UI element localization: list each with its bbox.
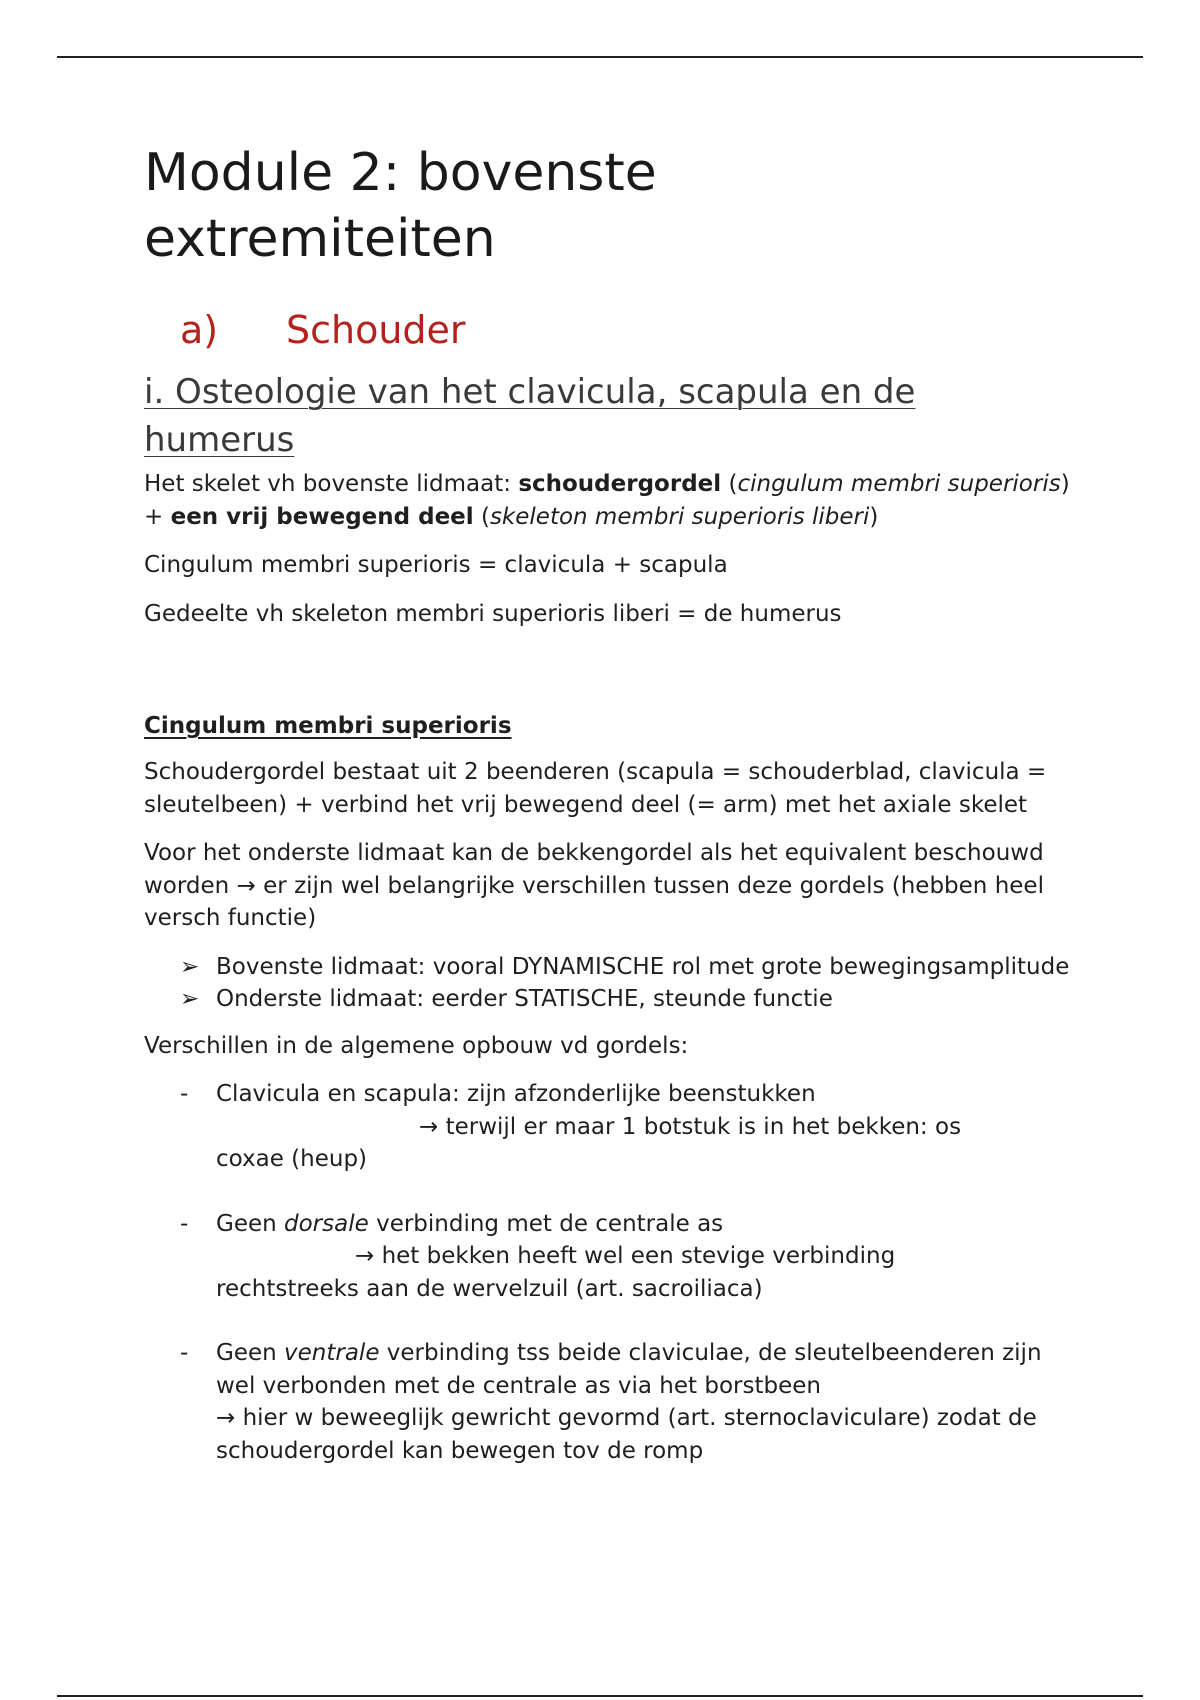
list-item-text: Bovenste lidmaat: vooral DYNAMISCHE rol met grote bewegingsamplitude — [216, 953, 1070, 980]
document-title — [144, 140, 1084, 272]
section-label: Schouder — [286, 308, 466, 352]
intro-paragraph — [144, 468, 1084, 533]
arrowhead-bullet-icon: ➢ — [180, 986, 200, 1012]
difference-text: Clavicula en scapula: zijn afzonderlijke beenstukken — [216, 1081, 816, 1107]
page-content — [144, 140, 1084, 1499]
bottom-rule — [57, 1695, 1143, 1697]
paragraph-bekkengordel: Voor het onderste lidmaat kan de bekkengordel als het equivalent beschouwd worden → er zijn wel belangrijke verschillen tussen deze gordels (hebben heel versch functie) — [144, 840, 1044, 931]
list-item-text: Onderste lidmaat: eerder STATISCHE, steunde functie — [216, 986, 833, 1012]
differences-list — [144, 1078, 1084, 1467]
list-item — [144, 1208, 1084, 1306]
difference-italic: dorsale — [284, 1210, 369, 1237]
difference-arrow-text: → het bekken heeft wel een stevige verbinding — [355, 1243, 896, 1269]
dash-bullet-icon: - — [180, 1081, 189, 1107]
difference-text — [216, 1337, 1084, 1402]
subsection-line-2: humerus — [144, 420, 295, 460]
section-heading — [180, 306, 1084, 354]
difference-arrow-text: → terwijl er maar 1 botstuk is in het bekken: os — [419, 1113, 962, 1140]
difference-post: verbinding met de centrale as — [368, 1210, 724, 1237]
intro-italic-2: skeleton membri superioris liberi — [489, 503, 870, 530]
function-bullet-list — [144, 951, 1084, 1016]
intro-bold-1: schoudergordel — [518, 471, 722, 497]
intro-end: ) — [869, 503, 879, 530]
subsection-heading — [144, 368, 1084, 464]
intro-mid-2: ) + — [144, 471, 1070, 530]
difference-text — [216, 1208, 1084, 1241]
dash-bullet-icon: - — [180, 1340, 189, 1366]
title-line-2: extremiteiten — [144, 209, 496, 269]
difference-pre: Geen — [216, 1340, 285, 1366]
difference-italic: ventrale — [284, 1340, 380, 1366]
subsection-line-1: i. Osteologie van het clavicula, scapula en de — [144, 372, 916, 412]
list-item — [144, 1078, 1084, 1176]
list-item — [144, 983, 1084, 1016]
differences-intro: Verschillen in de algemene opbouw vd gordels: — [144, 1032, 689, 1059]
difference-pre: Geen — [216, 1210, 285, 1237]
title-line-1: Module 2: bovenste — [144, 143, 657, 203]
arrowhead-bullet-icon: ➢ — [180, 953, 200, 980]
difference-continuation: rechtstreeks aan de wervelzuil (art. sacroiliaca) — [216, 1275, 763, 1302]
section-number: a) — [180, 308, 219, 352]
spacer — [144, 646, 1084, 710]
equation-liberi: Gedeelte vh skeleton membri superioris liberi = de humerus — [144, 600, 842, 627]
intro-bold-2: een vrij bewegend deel — [170, 503, 474, 530]
paragraph-schoudergordel: Schoudergordel bestaat uit 2 beenderen (scapula = schouderblad, clavicula = sleutelbeen) + verbind het vrij bewegend deel (= arm) met het axiale skelet — [144, 759, 1047, 818]
difference-continuation: coxae (heup) — [216, 1146, 368, 1172]
list-item — [144, 951, 1084, 984]
intro-mid-1: ( — [721, 471, 738, 497]
dash-bullet-icon: - — [180, 1210, 189, 1237]
equation-cingulum: Cingulum membri superioris = clavicula + scapula — [144, 552, 728, 578]
difference-post: verbinding tss beide claviculae, de sleutelbeenderen zijn wel verbonden met de centrale as via het borstbeen — [216, 1340, 1042, 1399]
list-item — [144, 1337, 1084, 1467]
cingulum-heading: Cingulum membri superioris — [144, 713, 512, 739]
intro-italic-1: cingulum membri superioris — [737, 471, 1061, 497]
difference-arrow-text: → hier w beweeglijk gewricht gevormd (art. sternoclaviculare) zodat de schoudergordel kan bewegen tov de romp — [216, 1405, 1037, 1464]
intro-pre: Het skelet vh bovenste lidmaat: — [144, 471, 519, 497]
top-rule — [57, 56, 1143, 58]
intro-mid-3: ( — [473, 503, 490, 530]
